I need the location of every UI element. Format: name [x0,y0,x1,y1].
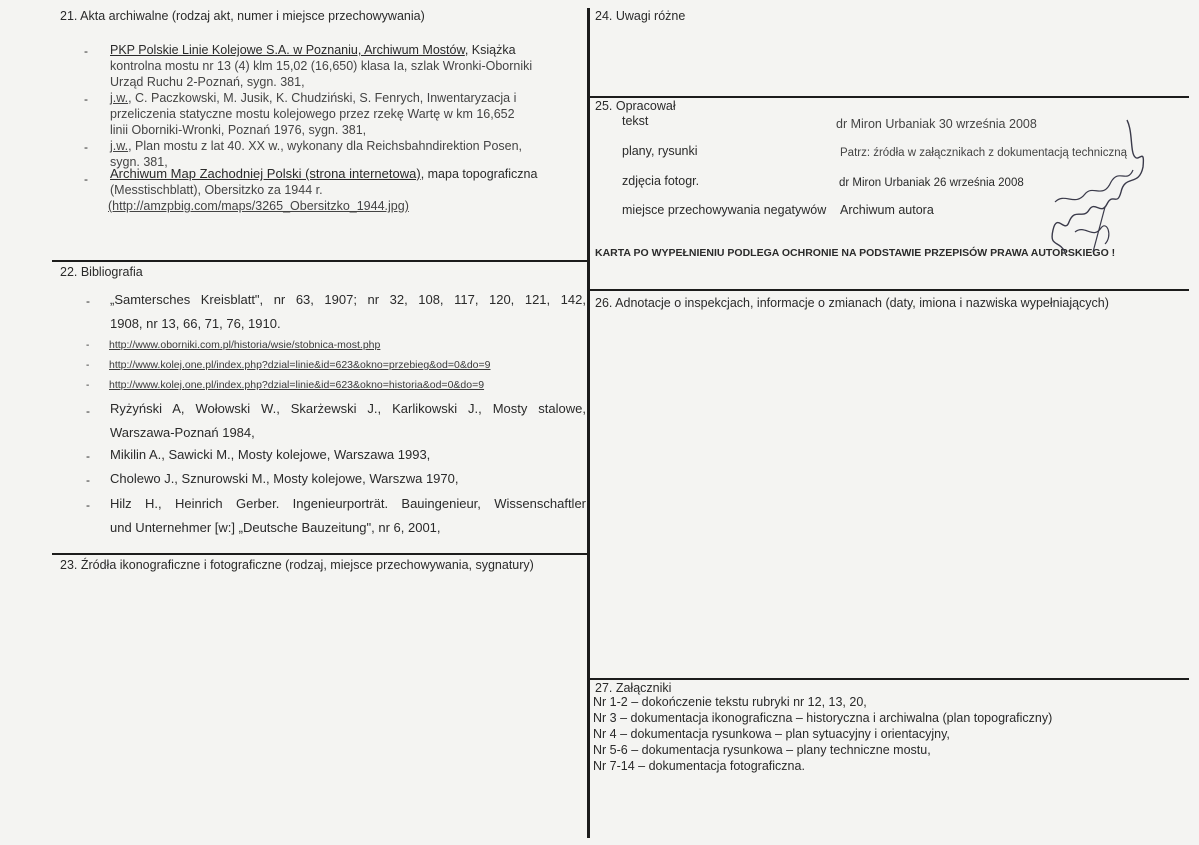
bib-item-2-line-2: Warszawa-Poznań 1984, [110,425,255,440]
list-dash: - [86,360,90,371]
list-dash: - [86,340,90,351]
list-dash: - [86,449,90,463]
attachment-item: Nr 5-6 – dokumentacja rysunkowa – plany techniczne mostu, [593,743,931,757]
s25-title: 25. Opracował [595,99,676,113]
author-text-label: tekst [622,114,649,128]
bib-link-2[interactable]: http://www.kolej.one.pl/index.php?dzial=linie&id=623&okno=przebieg&od=0&do=9 [109,359,491,371]
attachment-item: Nr 3 – dokumentacja ikonograficzna – historyczna i archiwalna (plan topograficzny) [593,711,1053,725]
archive-item-1-line-3: Urząd Ruchu 2-Poznań, sygn. 381, [110,75,305,89]
bib-item-1-line-2: 1908, nr 13, 66, 71, 76, 1910. [110,316,281,331]
archive-item-4-org: Archiwum Map Zachodniej Polski (strona internetowa) [110,166,421,181]
negatives-location-value: Archiwum autora [840,203,934,217]
archive-item-2-ref: j.w. [110,91,129,105]
negatives-location-label: miejsce przechowywania negatywów [622,203,827,217]
list-dash: - [84,172,88,186]
list-dash: - [86,404,90,418]
list-dash: - [86,473,90,487]
s22-title: 22. Bibliografia [60,265,143,279]
list-dash: - [86,380,90,391]
photos-label: zdjęcia fotogr. [622,174,700,188]
archive-item-2-line-3: linii Oborniki-Wronki, Poznań 1976, sygn. 381, [110,123,367,137]
s24-title: 24. Uwagi różne [595,9,686,23]
s21-title: 21. Akta archiwalne (rodzaj akt, numer i miejsce przechowywania) [60,9,425,23]
author-text-value: dr Miron Urbaniak 30 września 2008 [836,117,1037,131]
list-dash: - [86,294,90,308]
handwritten-signature [1035,112,1155,262]
archive-item-4-rest: , mapa topograficzna [420,167,538,181]
drawings-value: Patrz: źródła w załącznikach z dokumentacją techniczną [840,147,1128,159]
bib-item-5-line-1: Hilz H., Heinrich Gerber. Ingenieurporträt. Bauingenieur, Wissenschaftler [110,496,586,511]
s26-top-border [589,289,1189,291]
archive-item-1-line-1 [110,42,586,58]
archive-item-2-rest: , C. Paczkowski, M. Jusik, K. Chudziński, S. Fenrych, Inwentaryzacja i [128,91,517,105]
archive-item-3-ref: j.w. [110,139,129,153]
list-dash: - [84,140,88,154]
archive-item-1-rest: , Książka [464,43,516,57]
s23-top-border [52,553,589,555]
attachment-item: Nr 4 – dokumentacja rysunkowa – plan sytuacyjny i orientacyjny, [593,727,950,741]
archive-item-3-line-2: sygn. 381, [110,155,168,169]
list-dash: - [84,92,88,106]
bib-item-1-line-1: „Samtersches Kreisblatt", nr 63, 1907; nr 32, 108, 117, 120, 121, 142, [110,292,586,307]
s22-top-border [52,260,589,262]
attachment-item: Nr 1-2 – dokończenie tekstu rubryki nr 12, 13, 20, [593,695,867,709]
bib-item-4: Cholewo J., Sznurowski M., Mosty kolejowe, Warszwa 1970, [110,471,459,486]
list-dash: - [86,498,90,512]
s25-top-border [589,96,1189,98]
s27-top-border [589,678,1189,680]
copyright-notice: KARTA PO WYPEŁNIENIU PODLEGA OCHRONIE NA PODSTAWIE PRZEPISÓW PRAWA AUTORSKIEGO ! [595,247,1116,259]
archive-item-4-url[interactable]: (http://amzpbig.com/maps/3265_Obersitzko_1944.jpg) [108,199,409,213]
drawings-label: plany, rysunki [622,144,698,158]
s26-title: 26. Adnotacje o inspekcjach, informacje o zmianach (daty, imiona i nazwiska wypełniających) [595,296,1109,310]
list-dash: - [84,44,88,58]
s23-title: 23. Źródła ikonograficzne i fotograficzne (rodzaj, miejsce przechowywania, sygnatury) [60,558,534,572]
archive-item-1-line-2: kontrolna mostu nr 13 (4) klm 15,02 (16,650) klasa Ia, szlak Wronki-Oborniki [110,59,533,73]
archive-item-2-line-2: przeliczenia statyczne mostu kolejowego przez rzekę Wartę w km 16,652 [110,107,515,121]
bib-item-2-line-1: Ryżyński A, Wołowski W., Skarżewski J., Karlikowski J., Mosty stalowe, [110,401,586,416]
bib-item-3: Mikilin A., Sawicki M., Mosty kolejowe, Warszawa 1993, [110,447,431,462]
archive-item-3-line-1 [110,138,522,154]
archive-item-4-line-1 [110,166,537,182]
archive-item-4-line-2: (Messtischblatt), Obersitzko za 1944 r. [110,183,323,197]
photos-value: dr Miron Urbaniak 26 września 2008 [839,177,1024,189]
center-divider [587,8,590,838]
archive-item-3-rest: , Plan mostu z lat 40. XX w., wykonany dla Reichsbahndirektion Posen, [128,139,523,153]
attachment-item: Nr 7-14 – dokumentacja fotograficzna. [593,759,805,773]
bib-link-1[interactable]: http://www.oborniki.com.pl/historia/wsie/stobnica-most.php [109,339,381,351]
archive-item-2-line-1 [110,90,516,106]
bib-link-3[interactable]: http://www.kolej.one.pl/index.php?dzial=linie&id=623&okno=historia&od=0&do=9 [109,379,485,391]
archive-item-1-org: PKP Polskie Linie Kolejowe S.A. w Poznaniu, Archiwum Mostów [110,43,465,57]
s27-title: 27. Załączniki [595,681,672,695]
bib-item-5-line-2: und Unternehmer [w:] „Deutsche Bauzeitung", nr 6, 2001, [110,520,441,535]
